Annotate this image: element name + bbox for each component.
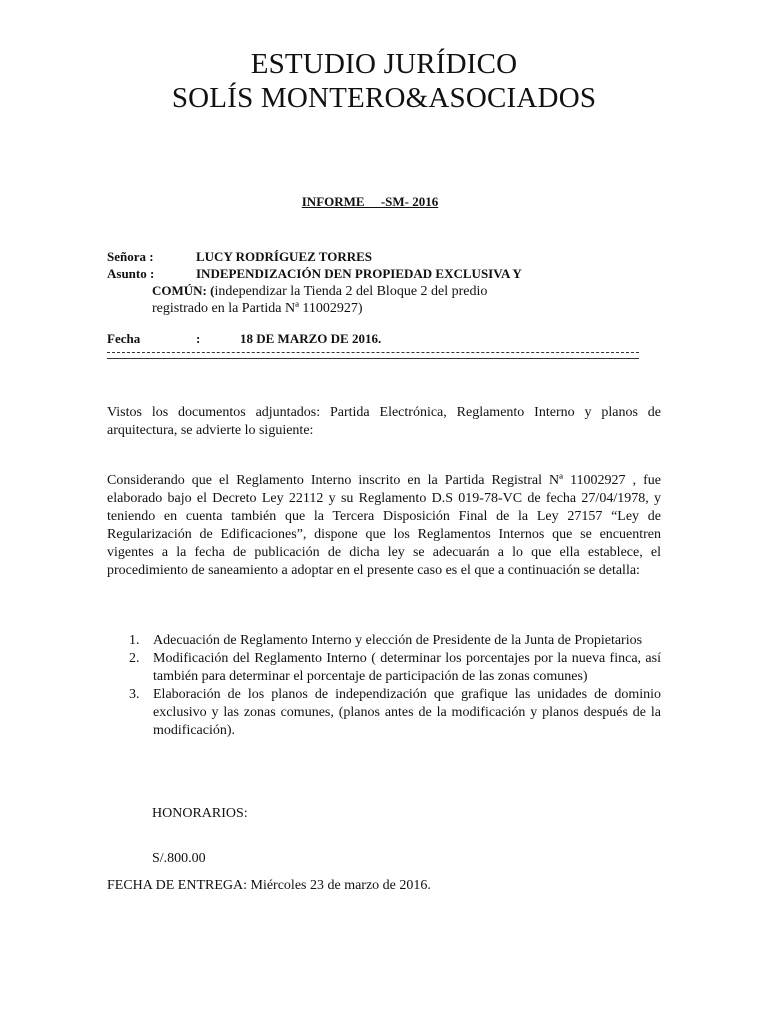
fecha-colon: : — [196, 331, 201, 346]
list-item — [107, 650, 661, 686]
fecha-entrega: FECHA DE ENTREGA: Miércoles 23 de marzo de 2016. — [107, 878, 431, 893]
list-item-number: 1. — [129, 633, 140, 648]
paragraph-considerando: Considerando que el Reglamento Interno inscrito en la Partida Registral Nª 11002927 , fue elaborado bajo el Decreto Ley 22112 y su Reglamento D.S 019-78-VC de fecha 27/04/1978, y teniendo en cuenta también que la Tercera Disposición Final de la Ley 27157 “Ley de Regularización de Edificaciones”, dispone que los Reglamentos Internos que se encuentren vigentes a la fecha de publicación de dicha ley se adecuarán a lo que ella establece, el procedimiento de saneamiento a adoptar en el presente caso es el que a continuación se detalla: — [107, 473, 661, 578]
firm-name-line1: ESTUDIO JURÍDICO — [250, 48, 518, 80]
report-reference: INFORME -SM- 2016 — [301, 194, 439, 209]
fecha-label: Fecha — [107, 331, 141, 346]
senora-value: LUCY RODRÍGUEZ TORRES — [196, 249, 373, 264]
honorarios-value: S/.800.00 — [152, 851, 206, 866]
list-item-number: 2. — [129, 651, 140, 666]
list-item — [107, 632, 661, 650]
paragraph-vistos: Vistos los documentos adjuntados: Partida Electrónica, Reglamento Interno y planos de arquitectura, se advierte lo siguiente: — [107, 405, 661, 438]
asunto-continuation — [152, 283, 487, 300]
asunto-label: Asunto : — [107, 266, 155, 281]
asunto-value: INDEPENDIZACIÓN DEN PROPIEDAD EXCLUSIVA Y — [196, 266, 522, 281]
list-item-number: 3. — [129, 687, 140, 702]
honorarios-label: HONORARIOS: — [152, 806, 248, 821]
separator-dashed-1 — [107, 352, 639, 354]
asunto-cont-bold: COMÚN: ( — [152, 283, 215, 298]
list-item-text: Elaboración de los planos de independización que grafique las unidades de dominio exclusivo y las zonas comunes, (planos antes de la modificación y planos después de la modificación). — [153, 687, 661, 738]
list-item-text: Modificación del Reglamento Interno ( determinar los porcentajes por la nueva finca, así también para determinar el porcentaje de participación de las zonas comunes) — [153, 651, 661, 684]
asunto-cont-text: independizar la Tienda 2 del Bloque 2 del predio — [214, 284, 488, 299]
list-item-text: Adecuación de Reglamento Interno y elección de Presidente de la Junta de Propietarios — [153, 633, 643, 648]
fecha-value: 18 DE MARZO DE 2016. — [240, 331, 382, 346]
list-item — [107, 686, 661, 740]
procedure-list — [107, 632, 661, 740]
senora-label: Señora : — [107, 249, 154, 264]
asunto-cont-line2: registrado en la Partida Nª 11002927) — [152, 301, 363, 316]
firm-name-line2: SOLÍS MONTERO&ASOCIADOS — [171, 82, 597, 114]
separator-solid — [107, 358, 639, 359]
